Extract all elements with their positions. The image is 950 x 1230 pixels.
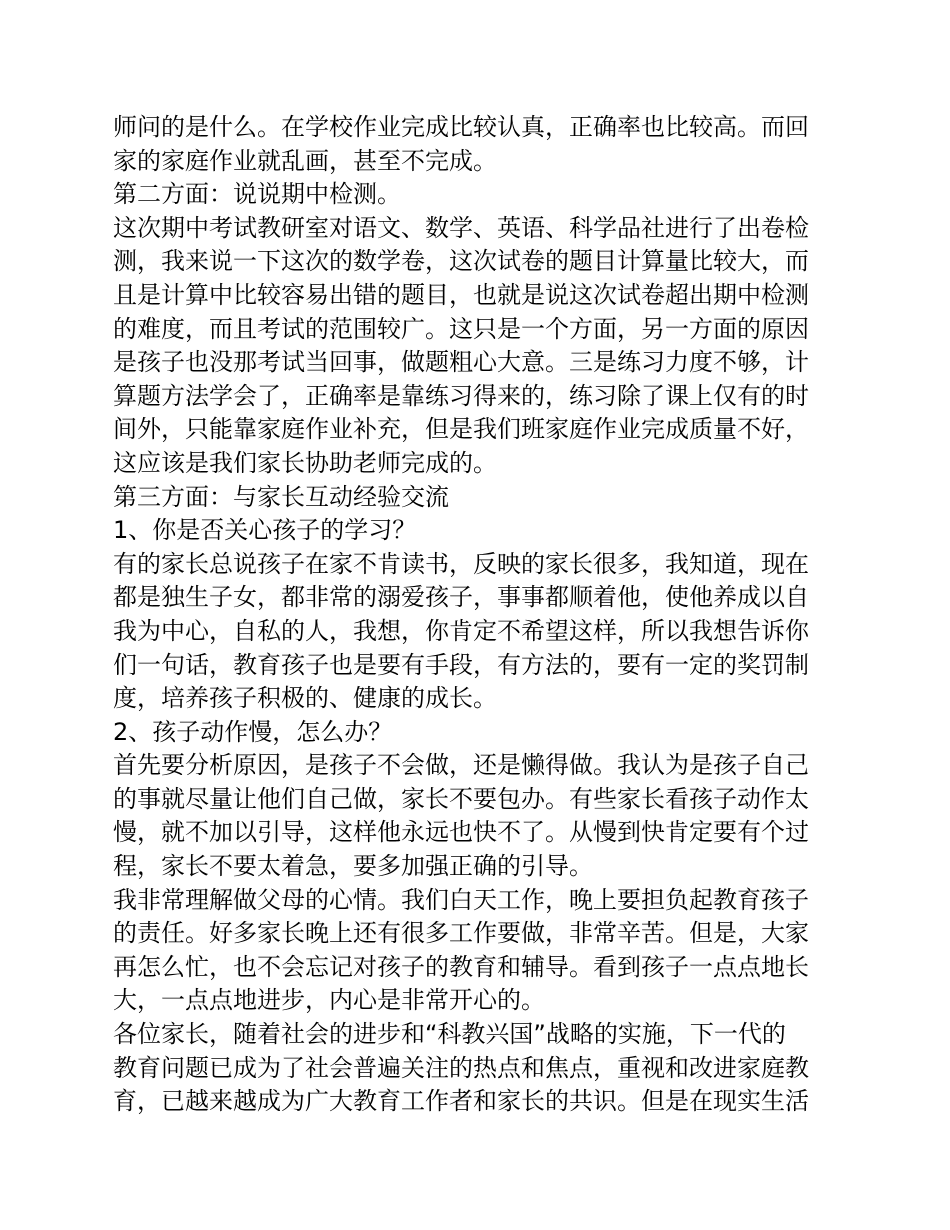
text-line: 程，家长不要太着急，要多加强正确的引导。 (113, 852, 593, 881)
text-line: 是孩子也没那考试当回事，做题粗心大意。三是练习力度不够，计 (113, 348, 809, 377)
text-line: 首先要分析原因，是孩子不会做，还是懒得做。我认为是孩子自己 (113, 751, 809, 780)
text-line: 再怎么忙，也不会忘记对孩子的教育和辅导。看到孩子一点点地长 (113, 952, 809, 981)
text-line: 教育问题已成为了社会普遍关注的热点和焦点，重视和改进家庭教 (113, 1053, 809, 1082)
text-line: 师问的是什么。在学校作业完成比较认真，正确率也比较高。而回 (113, 113, 809, 141)
section-heading: 第三方面：与家长互动经验交流 (113, 482, 449, 511)
text-line: 我非常理解做父母的心情。我们白天工作，晚上要担负起教育孩子 (113, 885, 809, 914)
text-line: 大，一点点地进步，内心是非常开心的。 (113, 986, 545, 1015)
text-line: 都是独生子女，都非常的溺爱孩子，事事都顺着他，使他养成以自 (113, 583, 809, 612)
text-line: 的事就尽量让他们自己做，家长不要包办。有些家长看孩子动作太 (113, 784, 809, 813)
text-line: 家的家庭作业就乱画，甚至不完成。 (113, 146, 497, 175)
text-line: 我为中心，自私的人，我想，你肯定不希望这样，所以我想告诉你 (113, 616, 809, 645)
text-line: 的难度，而且考试的范围较广。这只是一个方面，另一方面的原因 (113, 314, 809, 343)
text-line: 这应该是我们家长协助老师完成的。 (113, 448, 497, 477)
text-line: 各位家长，随着社会的进步和“科教兴国”战略的实施，下一代的 (113, 1020, 786, 1049)
text-line: 算题方法学会了，正确率是靠练习得来的，练习除了课上仅有的时 (113, 381, 809, 410)
text-line: 这次期中考试教研室对语文、数学、英语、科学品社进行了出卷检 (113, 213, 809, 242)
question-heading: 2、孩子动作慢，怎么办？ (113, 717, 393, 746)
section-heading: 第二方面：说说期中检测。 (113, 180, 401, 209)
text-line: 慢，就不加以引导，这样他永远也快不了。从慢到快肯定要有个过 (113, 818, 809, 847)
text-line: 育，已越来越成为广大教育工作者和家长的共识。但是在现实生活 (113, 1087, 809, 1116)
text-line: 间外，只能靠家庭作业补充，但是我们班家庭作业完成质量不好， (113, 415, 809, 444)
text-line: 且是计算中比较容易出错的题目，也就是说这次试卷超出期中检测 (113, 280, 809, 309)
question-heading: 1、你是否关心孩子的学习？ (113, 516, 417, 545)
text-line: 们一句话，教育孩子也是要有手段，有方法的，要有一定的奖罚制 (113, 650, 809, 679)
text-line: 度，培养孩子积极的、健康的成长。 (113, 684, 497, 713)
text-line: 的责任。好多家长晚上还有很多工作要做，非常辛苦。但是，大家 (113, 919, 809, 948)
document-body (113, 111, 833, 1119)
text-line: 测，我来说一下这次的数学卷，这次试卷的题目计算量比较大，而 (113, 247, 809, 276)
text-line: 有的家长总说孩子在家不肯读书，反映的家长很多，我知道，现在 (113, 549, 809, 578)
